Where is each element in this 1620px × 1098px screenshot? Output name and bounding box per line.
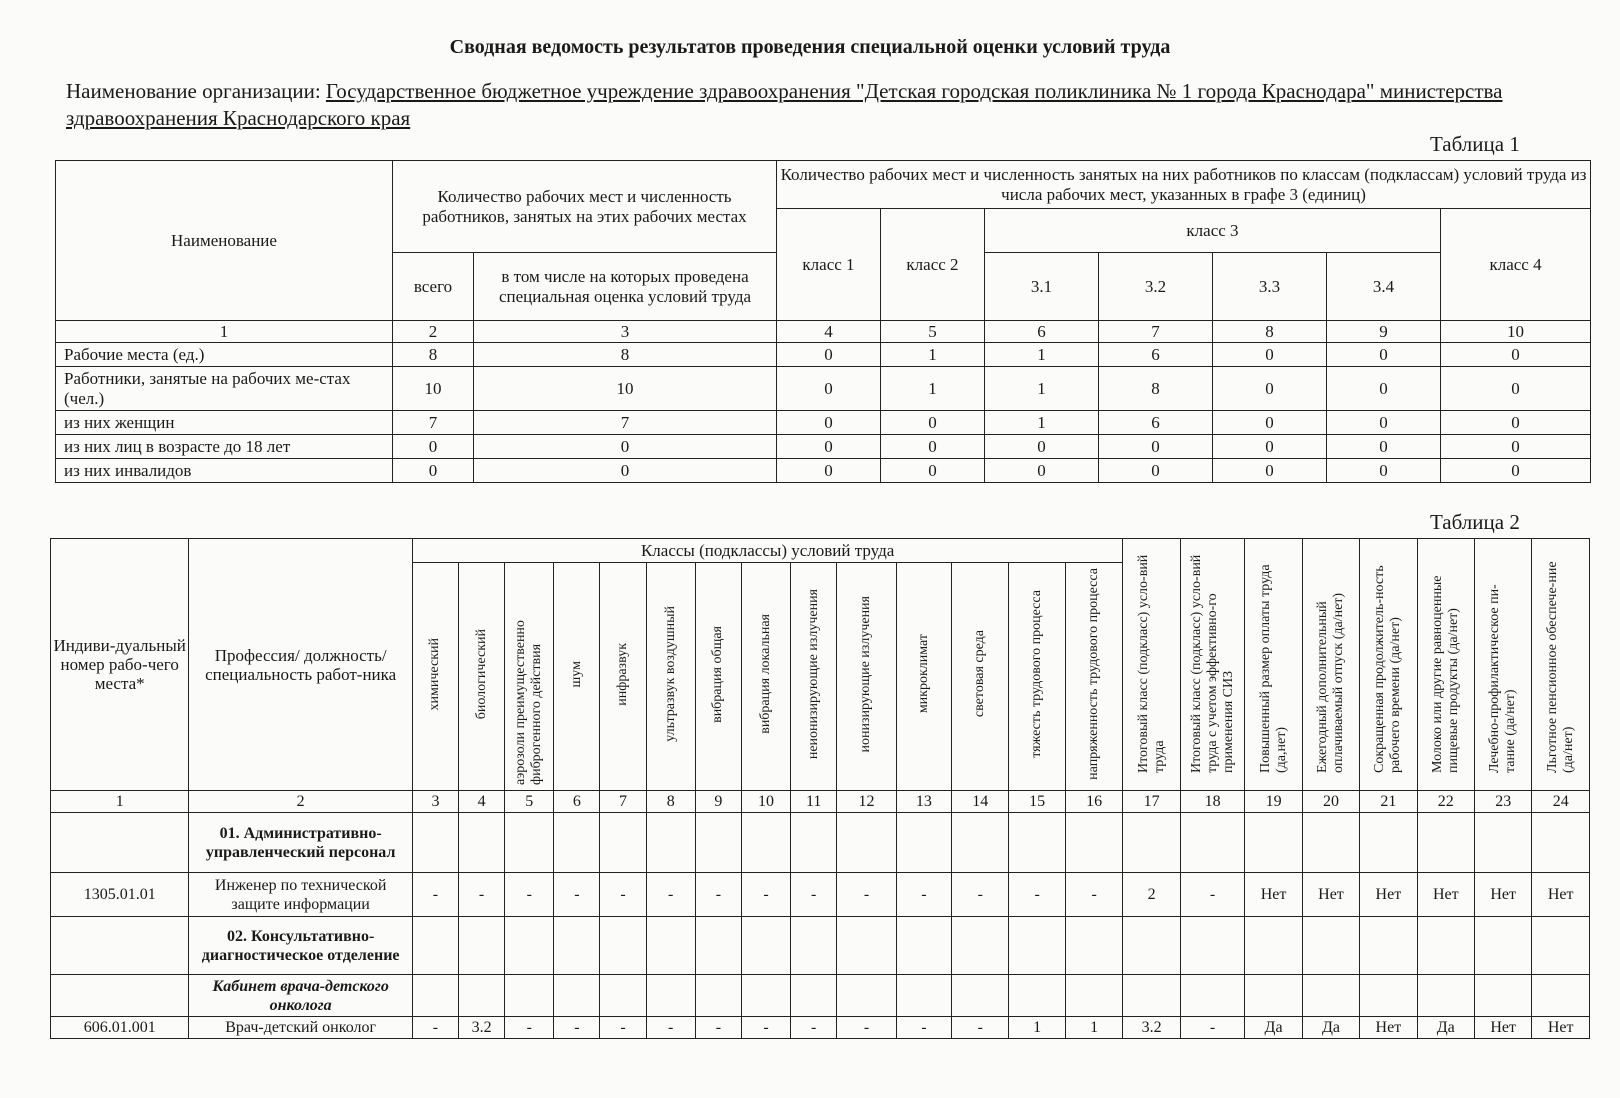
t2-empty-cell — [791, 975, 837, 1017]
table-row — [56, 343, 1591, 367]
organization-label: Наименование организации: — [66, 79, 321, 103]
t1-colnum: 6 — [985, 321, 1099, 343]
t2-empty-cell — [1360, 975, 1417, 1017]
t2-empty-cell — [837, 917, 896, 975]
t2-empty-cell — [741, 975, 790, 1017]
t2-cell: - — [896, 873, 951, 917]
t2-header-extra-2: Повышенный размер оплаты труда (да,нет) — [1245, 539, 1302, 791]
t2-empty-cell — [695, 917, 741, 975]
t2-cell: - — [459, 873, 505, 917]
t2-empty-cell — [896, 813, 951, 873]
t2-colnum: 12 — [837, 791, 896, 813]
t1-colnum: 3 — [474, 321, 777, 343]
t2-cell: Нет — [1532, 1017, 1590, 1039]
t1-cell: 0 — [1213, 459, 1327, 483]
t1-cell: 8 — [393, 343, 474, 367]
t2-colnum: 23 — [1474, 791, 1531, 813]
t1-colnum: 1 — [56, 321, 393, 343]
t2-header-profession: Профессия/ должность/ специальность работ-ника — [189, 539, 413, 791]
t2-colnum: 22 — [1417, 791, 1474, 813]
t2-colnum: 9 — [695, 791, 741, 813]
t2-cell: - — [1065, 873, 1123, 917]
t1-header-total: всего — [393, 253, 474, 321]
t1-colnum: 5 — [881, 321, 985, 343]
t1-header-class4: класс 4 — [1441, 209, 1591, 321]
t2-colnum: 2 — [189, 791, 413, 813]
t2-empty-cell — [1245, 813, 1302, 873]
t1-header-class3: класс 3 — [985, 209, 1441, 253]
t2-header-factor-4: инфразвук — [600, 563, 646, 791]
t2-empty-cell — [1417, 813, 1474, 873]
t1-cell: 1 — [985, 367, 1099, 411]
t2-header-factor-1: биологический — [459, 563, 505, 791]
t2-empty-cell — [1009, 813, 1065, 873]
t2-cell: - — [837, 1017, 896, 1039]
t2-header-extra-0: Итоговый класс (подкласс) усло-вий труда — [1123, 539, 1180, 791]
t1-cell: 0 — [1213, 411, 1327, 435]
t2-colnum: 6 — [554, 791, 600, 813]
t2-empty-cell — [459, 813, 505, 873]
table-row — [56, 367, 1591, 411]
t2-empty-cell — [837, 813, 896, 873]
t2-cell: - — [646, 1017, 695, 1039]
t2-empty-cell — [1474, 975, 1531, 1017]
t2-section-row — [51, 917, 1590, 975]
t1-cell: 0 — [881, 411, 985, 435]
t2-empty-cell — [1474, 813, 1531, 873]
t1-row-label: Работники, занятые на рабочих ме-стах (чел.) — [56, 367, 393, 411]
t2-colnum: 5 — [505, 791, 554, 813]
t1-cell: 7 — [393, 411, 474, 435]
t1-cell: 0 — [1099, 435, 1213, 459]
t1-cell: 0 — [1327, 459, 1441, 483]
organization-line — [66, 78, 1566, 132]
t1-cell: 0 — [393, 459, 474, 483]
t1-cell: 0 — [1327, 411, 1441, 435]
document-title: Сводная ведомость результатов проведения специальной оценки условий труда — [449, 36, 1171, 58]
t2-empty-cell — [1180, 975, 1245, 1017]
t1-colnum: 7 — [1099, 321, 1213, 343]
t2-cell: Нет — [1417, 873, 1474, 917]
t2-cell: - — [1180, 873, 1245, 917]
t2-empty-cell — [1065, 975, 1123, 1017]
t1-header-c34: 3.4 — [1327, 253, 1441, 321]
t2-cell: - — [695, 1017, 741, 1039]
t2-cell: - — [952, 873, 1009, 917]
t1-cell: 0 — [777, 367, 881, 411]
t2-empty-cell — [1360, 917, 1417, 975]
t1-cell: 0 — [1213, 343, 1327, 367]
t1-colnum: 2 — [393, 321, 474, 343]
t2-empty-cell — [600, 813, 646, 873]
t2-empty-cell — [1474, 917, 1531, 975]
t1-cell: 0 — [1441, 411, 1591, 435]
t1-header-c32: 3.2 — [1099, 253, 1213, 321]
t2-colnum: 17 — [1123, 791, 1180, 813]
t2-cell: - — [791, 1017, 837, 1039]
t2-header-factor-9: ионизирующие излучения — [837, 563, 896, 791]
t1-cell: 1 — [881, 343, 985, 367]
t2-cell: Да — [1245, 1017, 1302, 1039]
t2-cell: Нет — [1245, 873, 1302, 917]
t1-cell: 0 — [777, 435, 881, 459]
t2-empty-cell — [51, 813, 189, 873]
t2-cell: - — [741, 873, 790, 917]
t1-cell: 0 — [1327, 343, 1441, 367]
t2-colnum: 13 — [896, 791, 951, 813]
t2-cell: - — [695, 873, 741, 917]
t2-empty-cell — [1360, 813, 1417, 873]
t1-header-count-group: Количество рабочих мест и численность работников, занятых на этих рабочих местах — [393, 161, 777, 253]
t1-cell: 0 — [985, 459, 1099, 483]
t2-empty-cell — [459, 975, 505, 1017]
t2-header-extra-4: Сокращенная продолжитель-ность рабочего времени (да/нет) — [1360, 539, 1417, 791]
t2-header-extra-6: Лечебно-профилактическое пи-тание (да/нет) — [1474, 539, 1531, 791]
t2-header-extra-1: Итоговый класс (подкласс) усло-вий труда с учетом эффективно-го применения СИЗ — [1180, 539, 1245, 791]
t2-cell: - — [554, 1017, 600, 1039]
t2-cell: 2 — [1123, 873, 1180, 917]
t2-empty-cell — [1180, 917, 1245, 975]
t1-cell: 0 — [1327, 367, 1441, 411]
t2-empty-cell — [1245, 917, 1302, 975]
t1-cell: 7 — [474, 411, 777, 435]
t1-cell: 6 — [1099, 411, 1213, 435]
t2-cell: 3.2 — [459, 1017, 505, 1039]
t1-cell: 0 — [1327, 435, 1441, 459]
t2-colnum: 21 — [1360, 791, 1417, 813]
t1-cell: 6 — [1099, 343, 1213, 367]
t1-colnum: 9 — [1327, 321, 1441, 343]
t2-empty-cell — [412, 813, 458, 873]
t1-cell: 0 — [881, 459, 985, 483]
t2-empty-cell — [600, 975, 646, 1017]
t1-header-c33: 3.3 — [1213, 253, 1327, 321]
t2-colnum: 15 — [1009, 791, 1065, 813]
t2-empty-cell — [1123, 917, 1180, 975]
t2-cell: - — [1180, 1017, 1245, 1039]
summary-table-1 — [55, 160, 1591, 483]
t2-empty-cell — [952, 813, 1009, 873]
t1-header-assessed: в том числе на которых проведена специальная оценка условий труда — [474, 253, 777, 321]
t2-header-factor-0: химический — [412, 563, 458, 791]
t2-cell: - — [412, 1017, 458, 1039]
t2-header-id: Индиви-дуальный номер рабо-чего места* — [51, 539, 189, 791]
organization-name: Государственное бюджетное учреждение здравоохранения "Детская городская поликлиника № 1 города Краснодара" министерства здравоохранения Краснодарского края — [66, 79, 1503, 130]
t1-colnum: 10 — [1441, 321, 1591, 343]
t1-cell: 10 — [393, 367, 474, 411]
t1-header-class2: класс 2 — [881, 209, 985, 321]
t1-colnum: 4 — [777, 321, 881, 343]
t2-empty-cell — [1532, 975, 1590, 1017]
t2-colnum: 16 — [1065, 791, 1123, 813]
t2-cell: - — [505, 1017, 554, 1039]
t2-cell: - — [896, 1017, 951, 1039]
t2-empty-cell — [1302, 917, 1359, 975]
t1-cell: 0 — [393, 435, 474, 459]
t1-cell: 0 — [1441, 367, 1591, 411]
t1-cell: 0 — [777, 343, 881, 367]
t2-colnum: 14 — [952, 791, 1009, 813]
t1-cell: 1 — [881, 367, 985, 411]
t1-cell: 0 — [1441, 459, 1591, 483]
t2-empty-cell — [554, 917, 600, 975]
t2-colnum: 4 — [459, 791, 505, 813]
t2-empty-cell — [1009, 917, 1065, 975]
t1-cell: 8 — [474, 343, 777, 367]
t2-workplace-id: 1305.01.01 — [51, 873, 189, 917]
t2-cell: 3.2 — [1123, 1017, 1180, 1039]
t1-cell: 0 — [474, 435, 777, 459]
t1-header-classes-group: Количество рабочих мест и численность занятых на них работников по классам (подклассам) условий труда из числа рабочих мест, указанных в графе 3 (единиц) — [777, 161, 1591, 209]
t1-cell: 10 — [474, 367, 777, 411]
t2-colnum: 18 — [1180, 791, 1245, 813]
t2-colnum: 3 — [412, 791, 458, 813]
t2-empty-cell — [741, 813, 790, 873]
t2-empty-cell — [1123, 975, 1180, 1017]
t2-empty-cell — [837, 975, 896, 1017]
t2-cell: Нет — [1302, 873, 1359, 917]
t2-header-classes: Классы (подклассы) условий труда — [412, 539, 1122, 563]
t1-row-label: из них женщин — [56, 411, 393, 435]
t2-header-factor-10: микроклимат — [896, 563, 951, 791]
t2-workplace-id: 606.01.001 — [51, 1017, 189, 1039]
t2-header-factor-8: неионизирующие излучения — [791, 563, 837, 791]
t2-empty-cell — [505, 975, 554, 1017]
t2-empty-cell — [600, 917, 646, 975]
t2-empty-cell — [791, 813, 837, 873]
t1-cell: 0 — [474, 459, 777, 483]
t1-colnum: 8 — [1213, 321, 1327, 343]
t2-cell: Нет — [1532, 873, 1590, 917]
table-row — [51, 873, 1590, 917]
t2-colnum: 8 — [646, 791, 695, 813]
t1-cell: 0 — [1213, 435, 1327, 459]
t2-header-factor-11: световая среда — [952, 563, 1009, 791]
t1-cell: 0 — [1213, 367, 1327, 411]
t2-cell: - — [505, 873, 554, 917]
t1-header-name: Наименование — [56, 161, 393, 321]
t2-empty-cell — [1065, 813, 1123, 873]
t2-cell: 1 — [1009, 1017, 1065, 1039]
table-row — [56, 459, 1591, 483]
t2-empty-cell — [952, 917, 1009, 975]
t2-empty-cell — [896, 917, 951, 975]
t2-empty-cell — [505, 813, 554, 873]
table1-caption: Таблица 1 — [1430, 132, 1520, 156]
table-row — [56, 411, 1591, 435]
t1-header-class1: класс 1 — [777, 209, 881, 321]
t2-cell: - — [600, 1017, 646, 1039]
t1-row-label: из них лиц в возрасте до 18 лет — [56, 435, 393, 459]
t2-empty-cell — [1417, 917, 1474, 975]
t1-cell: 0 — [777, 411, 881, 435]
t2-header-extra-3: Ежегодный дополнительный оплачиваемый отпуск (да/нет) — [1302, 539, 1359, 791]
t2-cell: Нет — [1360, 1017, 1417, 1039]
t2-empty-cell — [741, 917, 790, 975]
t2-cell: - — [837, 873, 896, 917]
t2-empty-cell — [51, 975, 189, 1017]
t2-cell: - — [646, 873, 695, 917]
t2-header-factor-2: аэрозоли преимущественно фиброгенного действия — [505, 563, 554, 791]
t2-empty-cell — [1009, 975, 1065, 1017]
t2-cell: Да — [1417, 1017, 1474, 1039]
t1-cell: 0 — [881, 435, 985, 459]
t1-cell: 0 — [1099, 459, 1213, 483]
t1-cell: 0 — [777, 459, 881, 483]
table2-caption: Таблица 2 — [1430, 510, 1520, 534]
t2-cell: - — [791, 873, 837, 917]
t2-header-extra-5: Молоко или другие равноценные пищевые продукты (да/нет) — [1417, 539, 1474, 791]
summary-table-2 — [50, 538, 1590, 1039]
t2-empty-cell — [554, 813, 600, 873]
t2-empty-cell — [695, 813, 741, 873]
t2-header-factor-12: тяжесть трудового процесса — [1009, 563, 1065, 791]
t2-empty-cell — [1532, 917, 1590, 975]
t2-cell: Да — [1302, 1017, 1359, 1039]
t2-colnum: 1 — [51, 791, 189, 813]
t2-empty-cell — [896, 975, 951, 1017]
t2-subsection-row — [51, 975, 1590, 1017]
t2-cell: - — [1009, 873, 1065, 917]
t2-empty-cell — [952, 975, 1009, 1017]
t2-empty-cell — [412, 975, 458, 1017]
t2-colnum: 20 — [1302, 791, 1359, 813]
t2-colnum: 10 — [741, 791, 790, 813]
t2-cell: Нет — [1474, 1017, 1531, 1039]
t2-cell: Нет — [1360, 873, 1417, 917]
t2-cell: Нет — [1474, 873, 1531, 917]
t2-section-title: 01. Административно-управленческий персонал — [189, 813, 413, 873]
t2-header-extra-7: Льготное пенсионное обеспече-ние (да/нет) — [1532, 539, 1590, 791]
table-row — [51, 1017, 1590, 1039]
t1-cell: 0 — [1441, 343, 1591, 367]
t2-cell: - — [554, 873, 600, 917]
t2-empty-cell — [1065, 917, 1123, 975]
t2-profession-name: Инженер по технической защите информации — [189, 873, 413, 917]
t2-empty-cell — [646, 813, 695, 873]
t1-cell: 8 — [1099, 367, 1213, 411]
t2-empty-cell — [1302, 813, 1359, 873]
t2-cell: - — [412, 873, 458, 917]
t2-header-factor-7: вибрация локальная — [741, 563, 790, 791]
t2-empty-cell — [505, 917, 554, 975]
t1-row-label: из них инвалидов — [56, 459, 393, 483]
t2-colnum: 11 — [791, 791, 837, 813]
t2-cell: 1 — [1065, 1017, 1123, 1039]
t2-colnum: 24 — [1532, 791, 1590, 813]
t2-cell: - — [952, 1017, 1009, 1039]
t2-profession-name: Врач-детский онколог — [189, 1017, 413, 1039]
t1-header-c31: 3.1 — [985, 253, 1099, 321]
t2-empty-cell — [791, 917, 837, 975]
table-row — [56, 435, 1591, 459]
t2-cell: - — [741, 1017, 790, 1039]
t2-header-factor-13: напряженность трудового процесса — [1065, 563, 1123, 791]
t1-row-label: Рабочие места (ед.) — [56, 343, 393, 367]
t2-subsection-title: Кабинет врача-детского онколога — [189, 975, 413, 1017]
t2-empty-cell — [1245, 975, 1302, 1017]
t2-empty-cell — [695, 975, 741, 1017]
t2-empty-cell — [51, 917, 189, 975]
t2-cell: - — [600, 873, 646, 917]
t2-empty-cell — [646, 975, 695, 1017]
t2-header-factor-3: шум — [554, 563, 600, 791]
t2-colnum: 19 — [1245, 791, 1302, 813]
t2-empty-cell — [1417, 975, 1474, 1017]
t2-header-factor-6: вибрация общая — [695, 563, 741, 791]
t2-empty-cell — [554, 975, 600, 1017]
t2-section-row — [51, 813, 1590, 873]
t1-cell: 0 — [985, 435, 1099, 459]
t2-empty-cell — [1180, 813, 1245, 873]
t2-empty-cell — [1123, 813, 1180, 873]
t2-colnum: 7 — [600, 791, 646, 813]
t1-cell: 1 — [985, 411, 1099, 435]
t2-empty-cell — [459, 917, 505, 975]
t2-empty-cell — [646, 917, 695, 975]
t1-cell: 1 — [985, 343, 1099, 367]
t2-empty-cell — [1302, 975, 1359, 1017]
t2-empty-cell — [1532, 813, 1590, 873]
t2-header-factor-5: ультразвук воздушный — [646, 563, 695, 791]
t2-empty-cell — [412, 917, 458, 975]
t2-section-title: 02. Консультативно-диагностическое отделение — [189, 917, 413, 975]
t1-cell: 0 — [1441, 435, 1591, 459]
